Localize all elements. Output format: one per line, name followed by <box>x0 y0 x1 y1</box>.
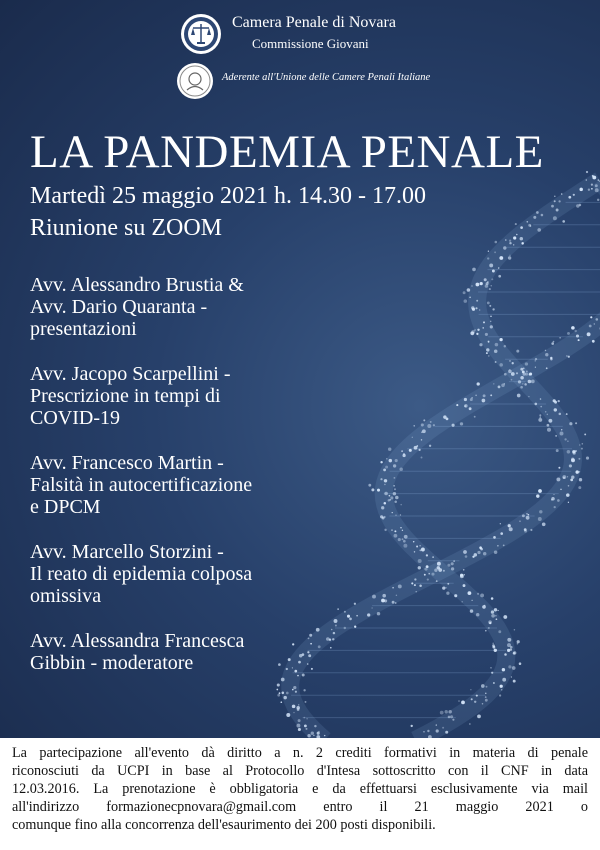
scales-of-justice-seal-icon <box>180 13 222 55</box>
speaker-line: Prescrizione in tempi di <box>30 385 221 407</box>
speaker-line: Avv. Marcello Storzini - <box>30 541 224 563</box>
speaker-entry <box>30 274 330 340</box>
notice-line: comunque fino alla concorrenza dell'esaurimento dei 200 posti disponibili. <box>12 817 436 833</box>
speaker-line: Il reato di epidemia colposa <box>30 563 253 585</box>
speaker-line: Avv. Francesco Martin - <box>30 452 224 474</box>
org-subtitle: Commissione Giovani <box>252 36 369 51</box>
speaker-line: Avv. Alessandro Brustia & <box>30 274 244 296</box>
notice-line: riconosciuti da UCPI in base al Protocollo d'Intesa sottoscritto con il CNF in data <box>12 763 588 779</box>
notice-line: 12.03.2016. La prenotazione è obbligatoria e da effettuarsi esclusivamente via mail <box>12 781 588 797</box>
speaker-list <box>30 274 330 697</box>
speaker-line: e DPCM <box>30 496 101 518</box>
affiliation-text: Aderente all'Unione delle Camere Penali Italiane <box>222 72 431 83</box>
credits-notice <box>0 738 600 850</box>
event-date: Martedì 25 maggio 2021 h. 14.30 - 17.00 <box>30 183 426 209</box>
org-name: Camera Penale di Novara <box>232 14 396 31</box>
speaker-line: omissiva <box>30 585 102 607</box>
notice-line: all'indirizzo formazionecpnovara@gmail.com entro il 21 maggio 2021 o <box>12 799 588 815</box>
speaker-entry <box>30 363 330 429</box>
speaker-entry <box>30 452 330 518</box>
speaker-entry <box>30 541 330 607</box>
speaker-line: Falsità in autocertificazione <box>30 474 253 496</box>
speaker-entry <box>30 630 330 674</box>
speaker-line: presentazioni <box>30 318 137 340</box>
notice-line: La partecipazione all'evento dà diritto a n. 2 crediti formativi in materia di penale <box>12 745 588 761</box>
speaker-line: Avv. Dario Quaranta - <box>30 296 208 318</box>
event-platform: Riunione su ZOOM <box>30 215 222 241</box>
speaker-line: Avv. Alessandra Francesca <box>30 630 245 652</box>
event-title: LA PANDEMIA PENALE <box>30 126 544 178</box>
speaker-line: Gibbin - moderatore <box>30 652 194 674</box>
ucpi-seal-icon <box>176 62 214 100</box>
speaker-line: COVID-19 <box>30 407 120 429</box>
speaker-line: Avv. Jacopo Scarpellini - <box>30 363 231 385</box>
